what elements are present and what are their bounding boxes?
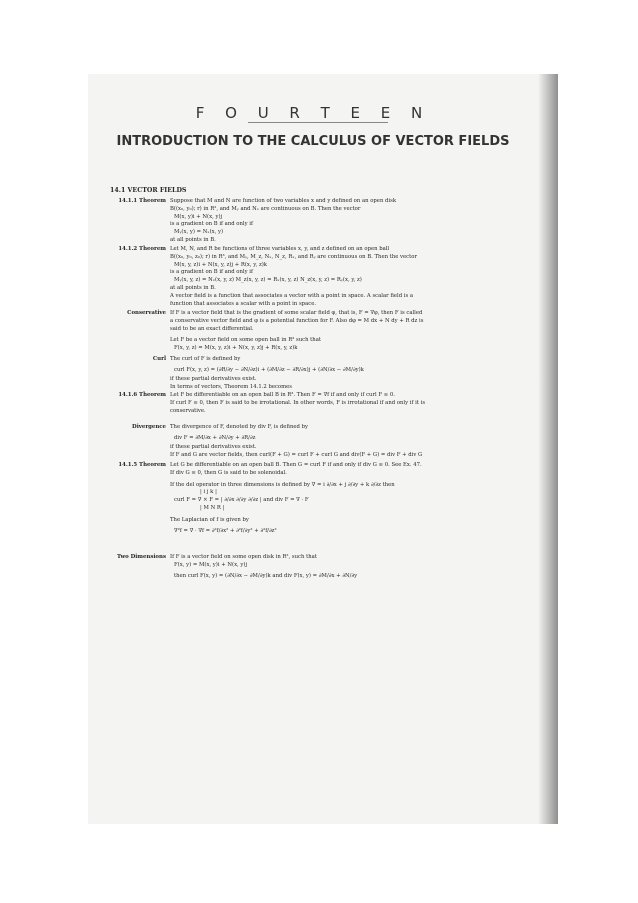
text-line: if these partial derivatives exist. bbox=[170, 375, 257, 382]
equation: ∇²f = ∇ · ∇f = ∂²f/∂x² + ∂²f/∂y² + ∂²f/∂z² bbox=[174, 527, 277, 534]
text-line: The curl of F is defined by bbox=[170, 356, 241, 362]
block-label: 14.1.1 Theorem bbox=[118, 198, 166, 204]
text-line: If curl F ≡ 0, then F is said to be irrotational. In other words, F is irrotational if and only if it is bbox=[170, 399, 426, 406]
block-content bbox=[170, 246, 526, 308]
text-line: If the del operator in three dimensions is defined by ∇ = i ∂/∂x + j ∂/∂y + k ∂/∂z then bbox=[170, 481, 395, 488]
text-line: a conservative vector field and φ is a potential function for F. Also dφ = M dx + N dy + R dz is bbox=[170, 317, 424, 324]
chapter-rule bbox=[248, 122, 388, 123]
text-line: B((x₀, y₀, z₀); r) in R³, and Mᵧ, M_z, Nₓ, N_z, Rₓ, and Rᵧ are continuous on B. Then the vector bbox=[170, 253, 417, 260]
block-label: Two Dimensions bbox=[117, 554, 166, 560]
text-line: If div G ≡ 0, then G is said to be solenoidal. bbox=[170, 469, 287, 476]
text-line: is a gradient on B if and only if bbox=[170, 221, 253, 228]
block-content bbox=[170, 554, 526, 582]
block-label: 14.1.2 Theorem bbox=[118, 246, 166, 252]
text-line: If F is a vector field that is the gradient of some scalar field φ, that is, F = ∇φ, then F is called bbox=[170, 310, 423, 316]
text-line: Let G be differentiable on an open ball B. Then G = curl F if and only if div G ≡ 0. See Ex. 47. bbox=[170, 462, 422, 468]
text-line: Let F be a vector field on some open ball in R³ such that bbox=[170, 337, 322, 344]
text-line: conservative. bbox=[170, 407, 206, 414]
equation: F(x, y) = M(x, y)i + N(x, y)j bbox=[174, 561, 248, 568]
block-content bbox=[170, 392, 526, 415]
text-line: If F and G are vector fields, then curl(F + G) = curl F + curl G and div(F + G) = div F + div G bbox=[170, 451, 423, 458]
equation: M(x, y, z)i + N(x, y, z)j + R(x, y, z)k bbox=[174, 261, 268, 268]
text-line: at all points in B. bbox=[170, 284, 216, 291]
equation: curl F = ∇ × F = | ∂/∂x ∂/∂y ∂/∂z | and div F = ∇ · F bbox=[174, 497, 309, 504]
text-line: B((x₀, y₀); r) in R², and Mᵧ and Nₓ are continuous on B. Then the vector bbox=[170, 205, 361, 212]
text-line: said to be an exact differential. bbox=[170, 325, 254, 332]
block-label: 14.1.5 Theorem bbox=[118, 462, 166, 468]
block-content bbox=[170, 462, 526, 537]
chapter-number: F O U R T E E N bbox=[195, 104, 431, 122]
equation: M(x, y)i + N(x, y)j bbox=[174, 213, 223, 220]
block-label: 14.1.6 Theorem bbox=[118, 392, 166, 398]
section-heading: 14.1 VECTOR FIELDS bbox=[110, 187, 187, 194]
book-page bbox=[88, 74, 558, 824]
text-line: if these partial derivatives exist. bbox=[170, 443, 257, 450]
chapter-title: INTRODUCTION TO THE CALCULUS OF VECTOR FIELDS bbox=[116, 134, 510, 149]
block-content bbox=[170, 310, 526, 353]
text-line: The Laplacian of f is given by bbox=[170, 516, 249, 523]
text-line: If F is a vector field on some open disk in R², such that bbox=[170, 554, 317, 560]
text-line: A vector field is a function that associates a vector with a point in space. A scalar field is a bbox=[170, 292, 414, 299]
block-content bbox=[170, 356, 526, 391]
block-content bbox=[170, 198, 526, 245]
block-label: Conservative bbox=[127, 310, 166, 316]
text-line: The divergence of F, denoted by div F, is defined by bbox=[170, 424, 308, 430]
equation: F(x, y, z) = M(x, y, z)i + N(x, y, z)j + R(x, y, z)k bbox=[174, 345, 298, 352]
text-line: Suppose that M and N are function of two variables x and y defined on an open disk bbox=[170, 198, 397, 204]
block-label: Curl bbox=[152, 356, 166, 362]
book-spine-shadow bbox=[538, 74, 558, 824]
block-content bbox=[170, 424, 526, 459]
text-line: Let F be differentiable on an open ball B in R³. Then F = ∇f if and only if curl F ≡ 0. bbox=[170, 392, 395, 398]
text-line: is a gradient on B if and only if bbox=[170, 269, 253, 276]
determinant-row: | M N R | bbox=[200, 504, 225, 511]
equation: div F = ∂M/∂x + ∂N/∂y + ∂R/∂z bbox=[174, 434, 256, 441]
text-line: In terms of vectors, Theorem 14.1.2 becomes bbox=[170, 383, 292, 390]
equation: Mᵧ(x, y, z) = Nₓ(x, y, z) M_z(x, y, z) = Rₓ(x, y, z) N_z(x, y, z) = Rᵧ(x, y, z) bbox=[174, 277, 362, 284]
text-line: function that associates a scalar with a point in space. bbox=[170, 300, 317, 307]
equation: Mᵧ(x, y) = Nₓ(x, y) bbox=[174, 229, 224, 236]
block-label: Divergence bbox=[132, 424, 166, 430]
determinant-row: | i j k | bbox=[200, 489, 217, 496]
text-line: Let M, N, and R be functions of three variables x, y, and z defined on an open ball bbox=[170, 246, 390, 252]
text-line: at all points in B. bbox=[170, 236, 216, 243]
equation: then curl F(x, y) = (∂N/∂x − ∂M/∂y)k and div F(x, y) = ∂M/∂x + ∂N/∂y bbox=[174, 572, 358, 579]
equation: curl F(x, y, z) = (∂R/∂y − ∂N/∂z)i + (∂M/∂z − ∂R/∂x)j + (∂N/∂x − ∂M/∂y)k bbox=[174, 366, 364, 373]
